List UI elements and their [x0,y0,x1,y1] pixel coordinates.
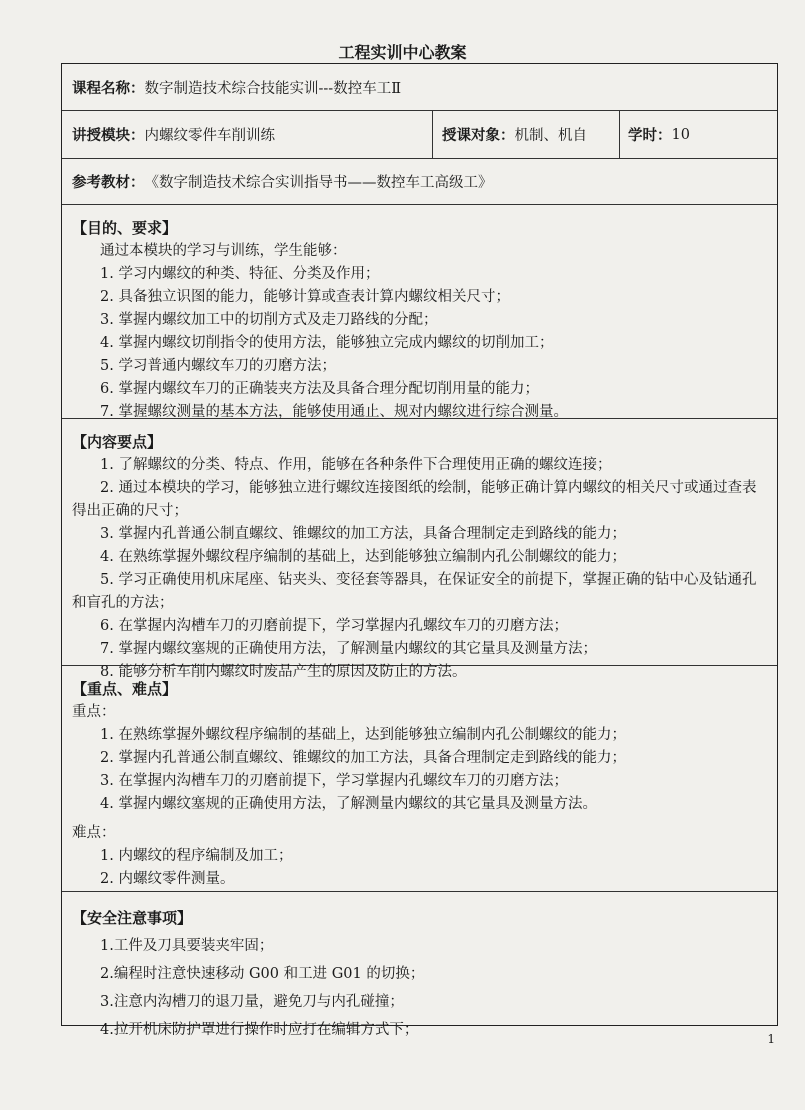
focus-label: 重点： [72,704,116,720]
hours-label: 学时： [628,128,672,144]
safety-section [62,892,777,1038]
content-section [62,419,777,680]
audience-label: 授课对象： [442,128,515,144]
list-item: 3.注意内沟槽刀的退刀量，避免刀与内孔碰撞； [100,994,404,1010]
column-divider [432,111,433,158]
list-item: 7. 掌握螺纹测量的基本方法，能够使用通止、规对内螺纹进行综合测量。 [100,404,568,420]
difficulty-label: 难点： [72,825,116,841]
list-item: 1.工件及刀具要装夹牢固； [100,938,274,954]
list-item: 4. 掌握内螺纹塞规的正确使用方法，了解测量内螺纹的其它量具及测量方法。 [100,796,597,812]
list-item: 3. 掌握内螺纹加工中的切削方式及走刀路线的分配； [100,312,438,328]
list-item: 1. 了解螺纹的分类、特点、作用，能够在各种条件下合理使用正确的螺纹连接； [100,457,612,473]
list-item: 7. 掌握内螺纹塞规的正确使用方法，了解测量内螺纹的其它量具及测量方法； [100,641,597,657]
document-title: 工程实训中心教案 [338,43,467,62]
page-number: 1 [767,1032,775,1046]
course-row [62,64,777,111]
list-item: 3. 在掌握内沟槽车刀的刃磨前提下，学习掌握内孔螺纹车刀的刃磨方法； [100,773,568,789]
list-item: 8. 能够分析车削内螺纹时废品产生的原因及防止的方法。 [100,664,467,680]
content-heading: 【内容要点】 [72,433,163,451]
list-item: 2. 内螺纹零件测量。 [100,871,235,887]
list-item: 2.编程时注意快速移动 G00 和工进 G01 的切换； [100,966,425,982]
list-item: 6. 掌握内螺纹车刀的正确装夹方法及具备合理分配切削用量的能力； [100,381,539,397]
list-item: 2. 具备独立识图的能力，能够计算或查表计算内螺纹相关尺寸； [100,289,510,305]
module-label: 讲授模块： [72,128,145,144]
hours-value: 10 [671,126,690,143]
list-item: 6. 在掌握内沟槽车刀的刃磨前提下，学习掌握内孔螺纹车刀的刃磨方法； [100,618,568,634]
lesson-plan-table [61,63,778,1038]
list-item: 3. 掌握内孔普通公制直螺纹、锥螺纹的加工方法，具备合理制定走到路线的能力； [100,526,626,542]
module-value: 内螺纹零件车削训练 [144,128,275,144]
textbook-value: 《数字制造技术综合实训指导书——数控车工高级工》 [144,175,493,191]
textbook-label: 参考教材： [72,175,145,191]
audience-value: 机制、机自 [514,128,587,144]
list-item: 4. 掌握内螺纹切削指令的使用方法，能够独立完成内螺纹的切削加工； [100,335,554,351]
list-item: 5. 学习普通内螺纹车刀的刃磨方法； [100,358,336,374]
list-item: 1. 内螺纹的程序编制及加工； [100,848,293,864]
list-item: 2. 掌握内孔普通公制直螺纹、锥螺纹的加工方法，具备合理制定走到路线的能力； [100,750,626,766]
list-item: 4. 在熟练掌握外螺纹程序编制的基础上，达到能够独立编制内孔公制螺纹的能力； [100,549,626,565]
list-item: 2. 通过本模块的学习，能够独立进行螺纹连接图纸的绘制，能够正确计算内螺纹的相关尺寸或通过查表得出正确的尺寸； [72,480,757,519]
key-points-section [62,666,777,892]
objectives-heading: 【目的、要求】 [72,219,178,237]
safety-heading: 【安全注意事项】 [72,909,193,927]
module-row [62,111,777,159]
objectives-section [62,205,777,419]
list-item: 4.拉开机床防护罩进行操作时应打在编辑方式下； [100,1022,419,1038]
column-divider [619,111,620,158]
key-points-heading: 【重点、难点】 [72,680,178,698]
list-item: 1. 在熟练掌握外螺纹程序编制的基础上，达到能够独立编制内孔公制螺纹的能力； [100,727,626,743]
list-item: 1. 学习内螺纹的种类、特征、分类及作用； [100,266,380,282]
list-item: 5. 学习正确使用机床尾座、钻夹头、变径套等器具，在保证安全的前提下，掌握正确的钻中心及钻通孔和盲孔的方法； [72,572,757,611]
course-label: 课程名称： [72,80,145,97]
textbook-row [62,159,777,205]
objectives-intro: 通过本模块的学习与训练，学生能够： [100,243,347,259]
course-value: 数字制造技术综合技能实训---数控车工Ⅱ [144,80,402,97]
